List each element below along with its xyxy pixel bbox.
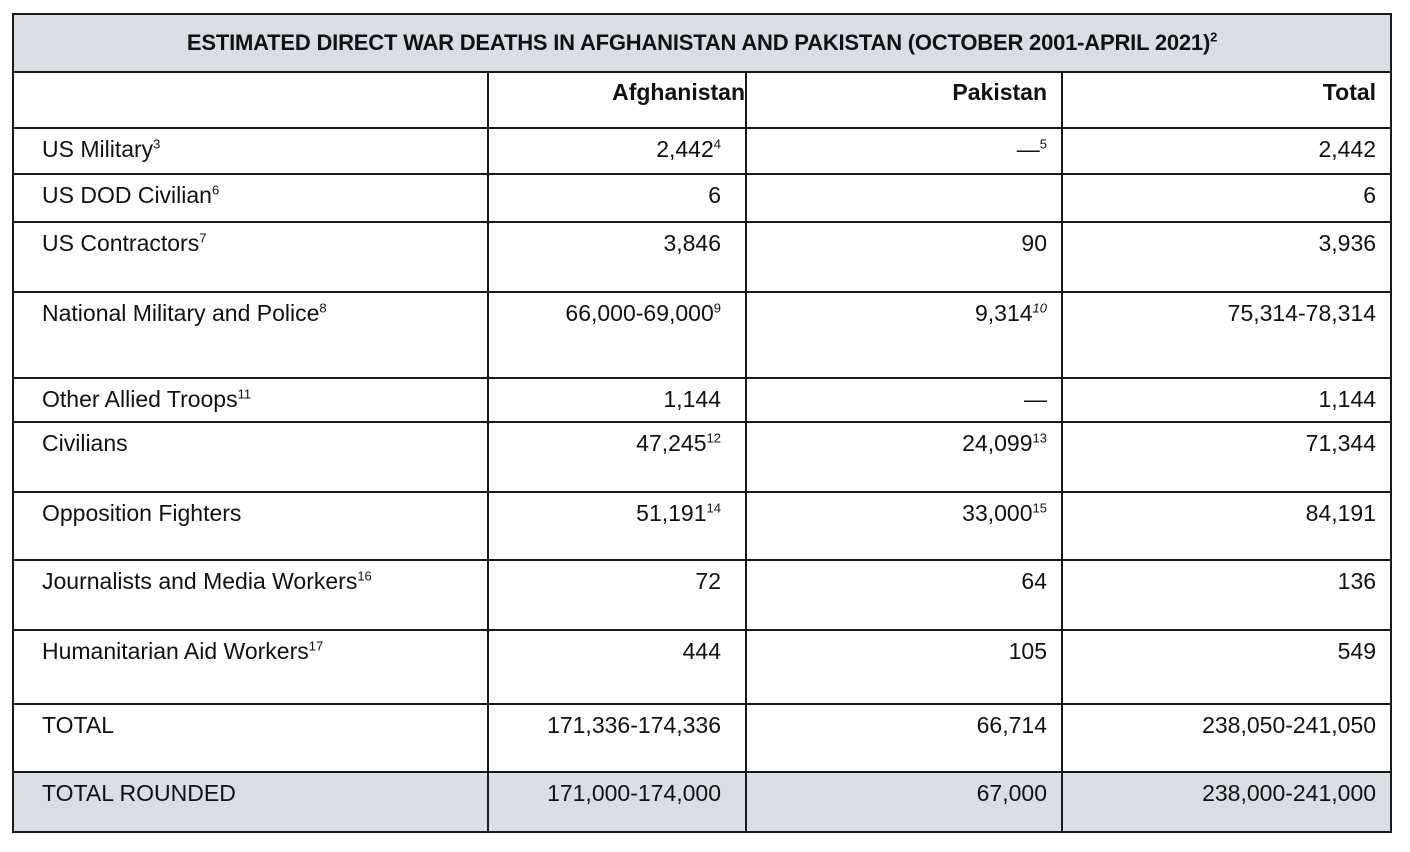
pakistan-value: — [1016, 136, 1040, 162]
afghanistan-value-cell [488, 704, 746, 772]
row-label-footnote: 8 [319, 300, 327, 316]
afghanistan-value-cell [488, 492, 746, 560]
afghanistan-value: 171,336-174,336 [547, 712, 721, 738]
table-row [13, 422, 1391, 492]
row-label-footnote: 6 [211, 182, 220, 198]
pakistan-value: — [1024, 386, 1047, 412]
row-label: National Military and Police [42, 300, 320, 326]
row-label: Humanitarian Aid Workers [42, 638, 309, 664]
row-label: TOTAL ROUNDED [42, 780, 236, 806]
afghanistan-value-cell [488, 772, 746, 832]
header-total: Total [1062, 72, 1391, 128]
total-value: 71,344 [1305, 430, 1377, 456]
total-value: 549 [1337, 638, 1377, 664]
afghanistan-value: 51,191 [636, 500, 707, 526]
total-value-cell [1062, 772, 1391, 832]
table-row [13, 560, 1391, 630]
row-label-cell [13, 292, 488, 378]
afghanistan-value-footnote: 4 [713, 136, 721, 152]
pakistan-value-cell [746, 772, 1062, 832]
pakistan-value-footnote: 10 [1032, 300, 1047, 316]
total-value: 84,191 [1305, 500, 1377, 526]
pakistan-value-cell [746, 292, 1062, 378]
total-value-cell [1062, 492, 1391, 560]
total-value: 2,442 [1318, 136, 1377, 162]
total-value: 1,144 [1318, 386, 1377, 412]
row-label-cell [13, 630, 488, 704]
header-afghanistan: Afghanistan [488, 72, 746, 128]
table-row [13, 174, 1391, 222]
table-title [13, 14, 1391, 72]
row-label-footnote: 17 [308, 638, 324, 654]
pakistan-value-cell [746, 492, 1062, 560]
row-label-cell [13, 222, 488, 292]
pakistan-value-cell [746, 630, 1062, 704]
total-value-cell [1062, 174, 1391, 222]
pakistan-value-cell [746, 378, 1062, 422]
row-label: TOTAL [42, 712, 114, 738]
header-pakistan: Pakistan [746, 72, 1062, 128]
afghanistan-value-cell [488, 630, 746, 704]
pakistan-value-cell [746, 704, 1062, 772]
row-label: Journalists and Media Workers [42, 568, 358, 594]
pakistan-value: 66,714 [976, 712, 1047, 738]
total-value: 3,936 [1318, 230, 1377, 256]
total-value: 136 [1337, 568, 1377, 594]
row-label: Opposition Fighters [42, 500, 242, 526]
afghanistan-value-footnote: 9 [713, 300, 721, 316]
afghanistan-value-cell [488, 174, 746, 222]
afghanistan-value: 47,245 [636, 430, 707, 456]
pakistan-value-cell [746, 222, 1062, 292]
table-title-footnote: 2 [1210, 29, 1218, 45]
total-value-cell [1062, 128, 1391, 174]
pakistan-value: 67,000 [976, 780, 1047, 806]
header-row [13, 72, 1391, 128]
row-label-footnote: 3 [153, 136, 161, 152]
row-label-cell [13, 128, 488, 174]
row-label-cell [13, 422, 488, 492]
total-value: 238,050-241,050 [1202, 712, 1377, 738]
pakistan-value: 105 [1008, 638, 1047, 664]
afghanistan-value: 66,000-69,000 [565, 300, 714, 326]
total-value-cell [1062, 704, 1391, 772]
total-value-cell [1062, 560, 1391, 630]
row-label-cell [13, 492, 488, 560]
afghanistan-value: 444 [682, 638, 721, 664]
table-row [13, 292, 1391, 378]
total-value-cell [1062, 422, 1391, 492]
pakistan-value: 33,000 [962, 500, 1033, 526]
table-row [13, 492, 1391, 560]
row-label-cell [13, 704, 488, 772]
table-row [13, 222, 1391, 292]
row-label: Other Allied Troops [42, 386, 238, 412]
table-row [13, 128, 1391, 174]
afghanistan-value: 1,144 [663, 386, 721, 412]
row-label-footnote: 11 [237, 386, 252, 402]
header-blank [13, 72, 488, 128]
total-value-cell [1062, 222, 1391, 292]
total-value: 6 [1363, 182, 1377, 208]
afghanistan-value-cell [488, 422, 746, 492]
table-title-text: ESTIMATED DIRECT WAR DEATHS IN AFGHANISTAN AND PAKISTAN (OCTOBER 2001-APRIL 2021) [186, 30, 1211, 55]
total-value: 238,000-241,000 [1202, 780, 1377, 806]
table-row [13, 630, 1391, 704]
afghanistan-value-cell [488, 222, 746, 292]
afghanistan-value-cell [488, 128, 746, 174]
afghanistan-value: 171,000-174,000 [547, 780, 721, 806]
afghanistan-value: 3,846 [663, 230, 721, 256]
pakistan-value-footnote: 13 [1032, 430, 1047, 446]
total-value-cell [1062, 292, 1391, 378]
pakistan-value-cell [746, 174, 1062, 222]
row-label-cell [13, 560, 488, 630]
afghanistan-value-footnote: 14 [706, 500, 721, 516]
row-label: US Military [42, 136, 154, 162]
table-row [13, 378, 1391, 422]
pakistan-value: 90 [1021, 230, 1047, 256]
pakistan-value-cell [746, 560, 1062, 630]
total-value-cell [1062, 630, 1391, 704]
total-value-cell [1062, 378, 1391, 422]
table-row [13, 704, 1391, 772]
afghanistan-value-footnote: 12 [706, 430, 721, 446]
table-body [13, 128, 1391, 832]
row-label-footnote: 16 [357, 568, 372, 584]
pakistan-value-cell [746, 128, 1062, 174]
row-label-cell [13, 378, 488, 422]
pakistan-value: 9,314 [974, 300, 1033, 326]
afghanistan-value-cell [488, 560, 746, 630]
afghanistan-value: 72 [695, 568, 721, 594]
afghanistan-value: 6 [708, 182, 721, 208]
pakistan-value: 64 [1021, 568, 1047, 594]
war-deaths-table [12, 13, 1392, 833]
pakistan-value-cell [746, 422, 1062, 492]
pakistan-value: 24,099 [962, 430, 1033, 456]
pakistan-value-footnote: 15 [1032, 500, 1047, 516]
row-label-footnote: 7 [199, 230, 207, 246]
afghanistan-value-cell [488, 292, 746, 378]
table-row [13, 772, 1391, 832]
row-label: US DOD Civilian [42, 182, 212, 208]
war-deaths-table-container [12, 13, 1390, 833]
pakistan-value-footnote: 5 [1039, 136, 1047, 152]
afghanistan-value-cell [488, 378, 746, 422]
row-label-cell [13, 174, 488, 222]
row-label-cell [13, 772, 488, 832]
row-label: Civilians [42, 430, 128, 456]
total-value: 75,314-78,314 [1227, 300, 1377, 326]
title-row [13, 14, 1391, 72]
afghanistan-value: 2,442 [656, 136, 714, 162]
row-label: US Contractors [42, 230, 200, 256]
